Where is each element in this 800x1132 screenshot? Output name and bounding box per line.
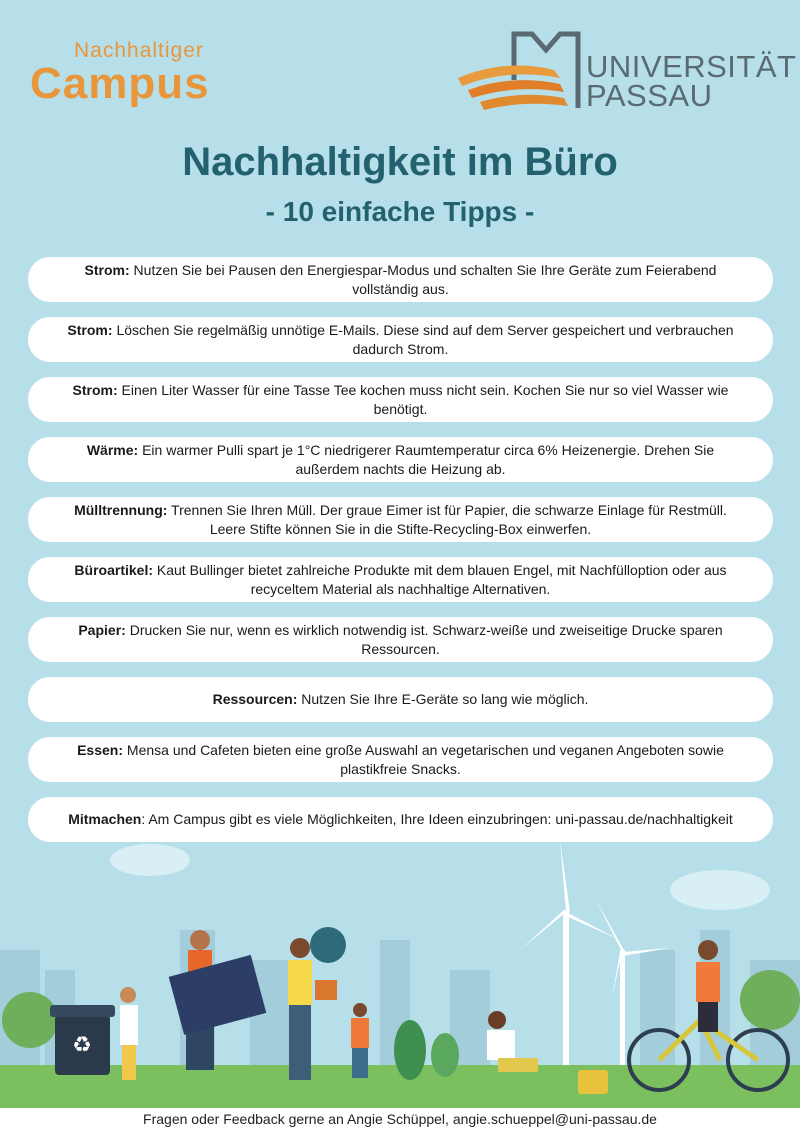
tip-label: Strom: [72,381,118,398]
tip-label: Papier: [78,621,126,638]
university-emblem-icon [456,28,586,118]
tip-item [28,557,773,602]
tip-text: Drucken Sie nur, wenn es wirklich notwendig ist. Schwarz-weiße und zweiseitige Drucke sparen Ressourcen. [129,621,723,657]
watering-can-icon [578,1070,608,1094]
university-name-line1: UNIVERSITÄT [586,49,797,84]
tips-list [28,257,773,857]
wind-turbine-icon [520,840,620,1070]
tip-text: Mensa und Cafeten bieten eine große Auswahl an vegetarischen und veganen Angeboten sowie plastikfreie Snacks. [126,741,724,777]
tip-text: Ein warmer Pulli spart je 1°C niedrigerer Raumtemperatur circa 6% Heizenergie. Drehen Sie außerdem nachts die Heizung ab. [142,441,715,477]
tip-item [28,377,773,422]
person-icon [120,987,138,1080]
tip-text: : Am Campus gibt es viele Möglichkeiten, Ihre Ideen einzubringen: uni-passau.de/nachhaltigkeit [141,811,733,827]
page-subtitle: - 10 einfache Tipps - [265,196,535,227]
tip-label: Strom: [84,261,130,278]
tip-label: Strom: [67,321,113,338]
recycling-bin-icon [50,1005,115,1075]
tip-label: Wärme: [86,441,139,458]
tip-text: Einen Liter Wasser für eine Tasse Tee kochen muss nicht sein. Kochen Sie nur so viel Wasser wie benötigt. [121,381,729,417]
university-name [586,49,797,113]
university-name-line2: PASSAU [586,78,713,113]
tip-label: Büroartikel: [74,561,153,578]
tree-icon [2,992,58,1048]
tip-item [28,317,773,362]
logo-left-line1: Nachhaltiger [74,39,204,62]
tip-item [28,677,773,722]
logo-left-line2: Campus [30,59,210,108]
tip-item [28,257,773,302]
child-icon [351,1003,369,1078]
tip-text: Nutzen Sie bei Pausen den Energiespar-Modus und schalten Sie Ihre Geräte zum Feierabend vollständig aus. [133,261,717,297]
tip-label: Mülltrennung: [74,501,168,518]
cloud-icon [670,870,770,910]
tip-label: Mitmachen [68,811,142,827]
nachhaltiger-campus-logo [30,40,210,106]
svg-text:♻: ♻ [72,1032,92,1057]
footer-contact: Fragen oder Feedback gerne an Angie Schüppel, angie.schueppel@uni-passau.de [0,1108,800,1132]
person-with-plant-icon [288,927,346,1080]
tree-icon [740,970,800,1030]
tip-item [28,617,773,662]
universitaet-passau-logo [456,28,797,118]
cloud-icon [110,844,190,876]
tip-text: Nutzen Sie Ihre E-Geräte so lang wie möglich. [301,691,589,707]
page-title: Nachhaltigkeit im Büro [182,140,618,184]
gardener-icon [487,1011,538,1072]
tip-label: Essen: [77,741,124,758]
tip-item [28,737,773,782]
tip-label: Ressourcen: [212,691,298,707]
sustainability-illustration [0,820,800,1110]
tip-item [28,497,773,542]
tip-text: Trennen Sie Ihren Müll. Der graue Eimer ist für Papier, die schwarze Einlage für Restmüll. Leere Stifte können Sie in die Stifte-Recycling-Box einwerfen. [171,501,727,537]
tip-text: Kaut Bullinger bietet zahlreiche Produkte mit dem blauen Engel, mit Nachfülloption oder aus recyceltem Material als nachhaltige Alternativen. [156,561,727,597]
tip-text: Löschen Sie regelmäßig unnötige E-Mails. Diese sind auf dem Server gespeichert und verbrauchen dadurch Strom. [116,321,734,357]
tip-item [28,437,773,482]
